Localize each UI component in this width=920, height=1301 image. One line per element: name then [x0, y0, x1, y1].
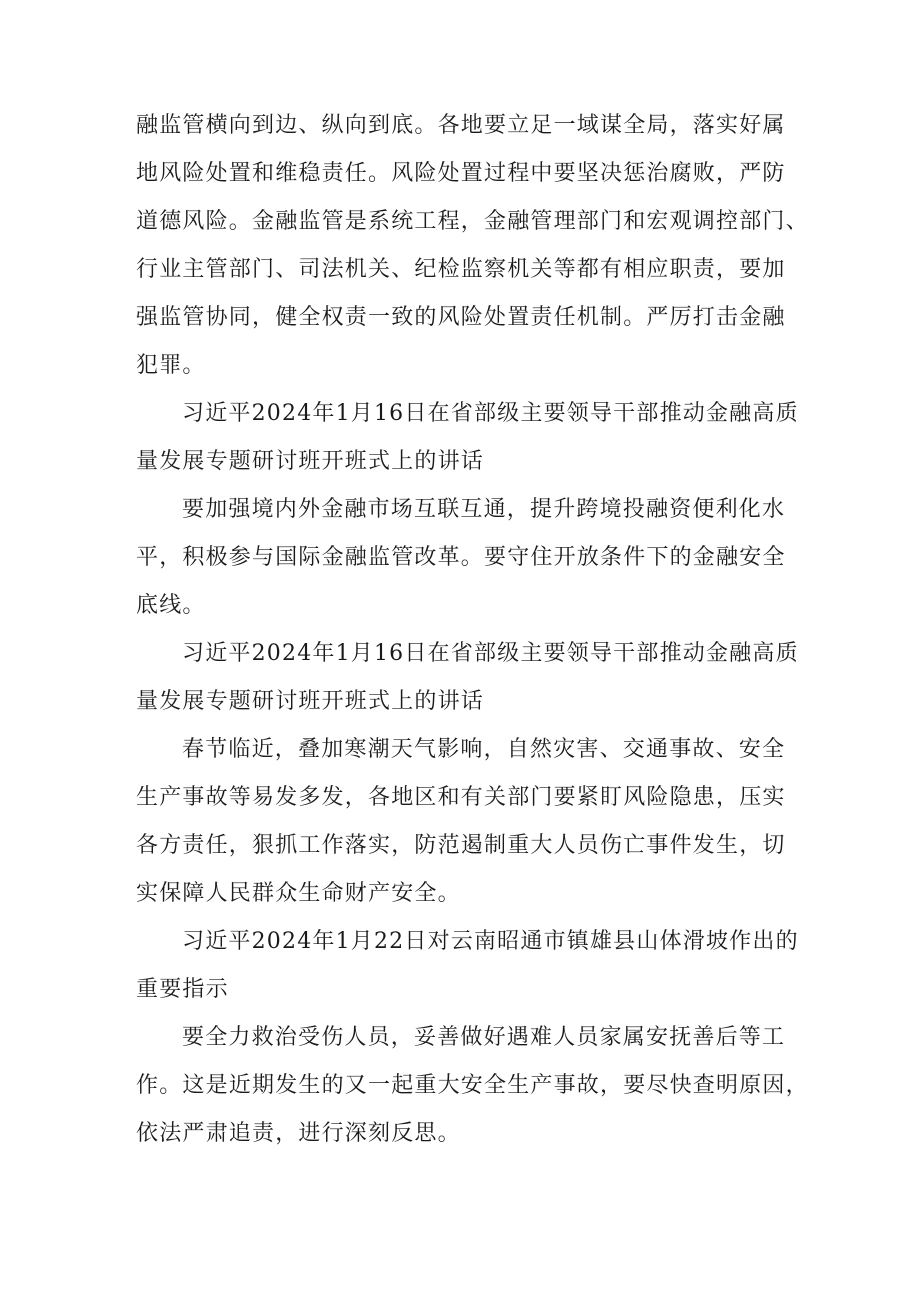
text-line: 犯罪。: [136, 353, 206, 378]
text-line: 作。这是近期发生的又一起重大安全生产事故，要尽快查明原因，: [136, 1073, 809, 1098]
text-line: 依法严肃追责，进行深刻反思。: [136, 1121, 461, 1146]
text-line: 地风险处置和维稳责任。风险处置过程中要坚决惩治腐败，严防: [136, 161, 786, 186]
paragraph-source-citation-2: [136, 630, 799, 726]
text-line: 各方责任，狠抓工作落实，防范遏制重大人员伤亡事件发生，切: [136, 833, 786, 858]
text-line: 习近平2024年1月16日在省部级主要领导干部推动金融高质: [182, 641, 799, 666]
text-line: 重要指示: [136, 977, 229, 1002]
text-line: 要加强境内外金融市场互联互通，提升跨境投融资便利化水: [182, 497, 786, 522]
text-line: 融监管横向到边、纵向到底。各地要立足一域谋全局，落实好属: [136, 113, 786, 138]
text-line: 量发展专题研讨班开班式上的讲话: [136, 689, 485, 714]
text-line: 行业主管部门、司法机关、纪检监察机关等都有相应职责，要加: [136, 257, 786, 282]
paragraph-spring-festival-safety: [136, 726, 784, 918]
text-line: 生产事故等易发多发，各地区和有关部门要紧盯风险隐患，压实: [136, 785, 786, 810]
text-line: 要全力救治受伤人员，妥善做好遇难人员家属安抚善后等工: [182, 1025, 786, 1050]
text-line: 平，积极参与国际金融监管改革。要守住开放条件下的金融安全: [136, 545, 786, 570]
paragraph-financial-supervision: [136, 102, 809, 390]
text-line: 底线。: [136, 593, 206, 618]
text-line: 强监管协同，健全权责一致的风险处置责任机制。严厉打击金融: [136, 305, 786, 330]
text-line: 道德风险。金融监管是系统工程，金融管理部门和宏观调控部门、: [136, 209, 809, 234]
paragraph-source-citation-3: [136, 918, 799, 1014]
text-line: 实保障人民群众生命财产安全。: [136, 881, 461, 906]
text-line: 习近平2024年1月16日在省部级主要领导干部推动金融高质: [182, 401, 799, 426]
text-line: 量发展专题研讨班开班式上的讲话: [136, 449, 485, 474]
text-line: 习近平2024年1月22日对云南昭通市镇雄县山体滑坡作出的: [182, 929, 799, 954]
paragraph-market-connectivity: [136, 486, 784, 630]
paragraph-source-citation-1: [136, 390, 799, 486]
text-line: 春节临近，叠加寒潮天气影响，自然灾害、交通事故、安全: [182, 737, 786, 762]
document-body: [136, 102, 809, 1158]
paragraph-rescue-instructions: [136, 1014, 809, 1158]
